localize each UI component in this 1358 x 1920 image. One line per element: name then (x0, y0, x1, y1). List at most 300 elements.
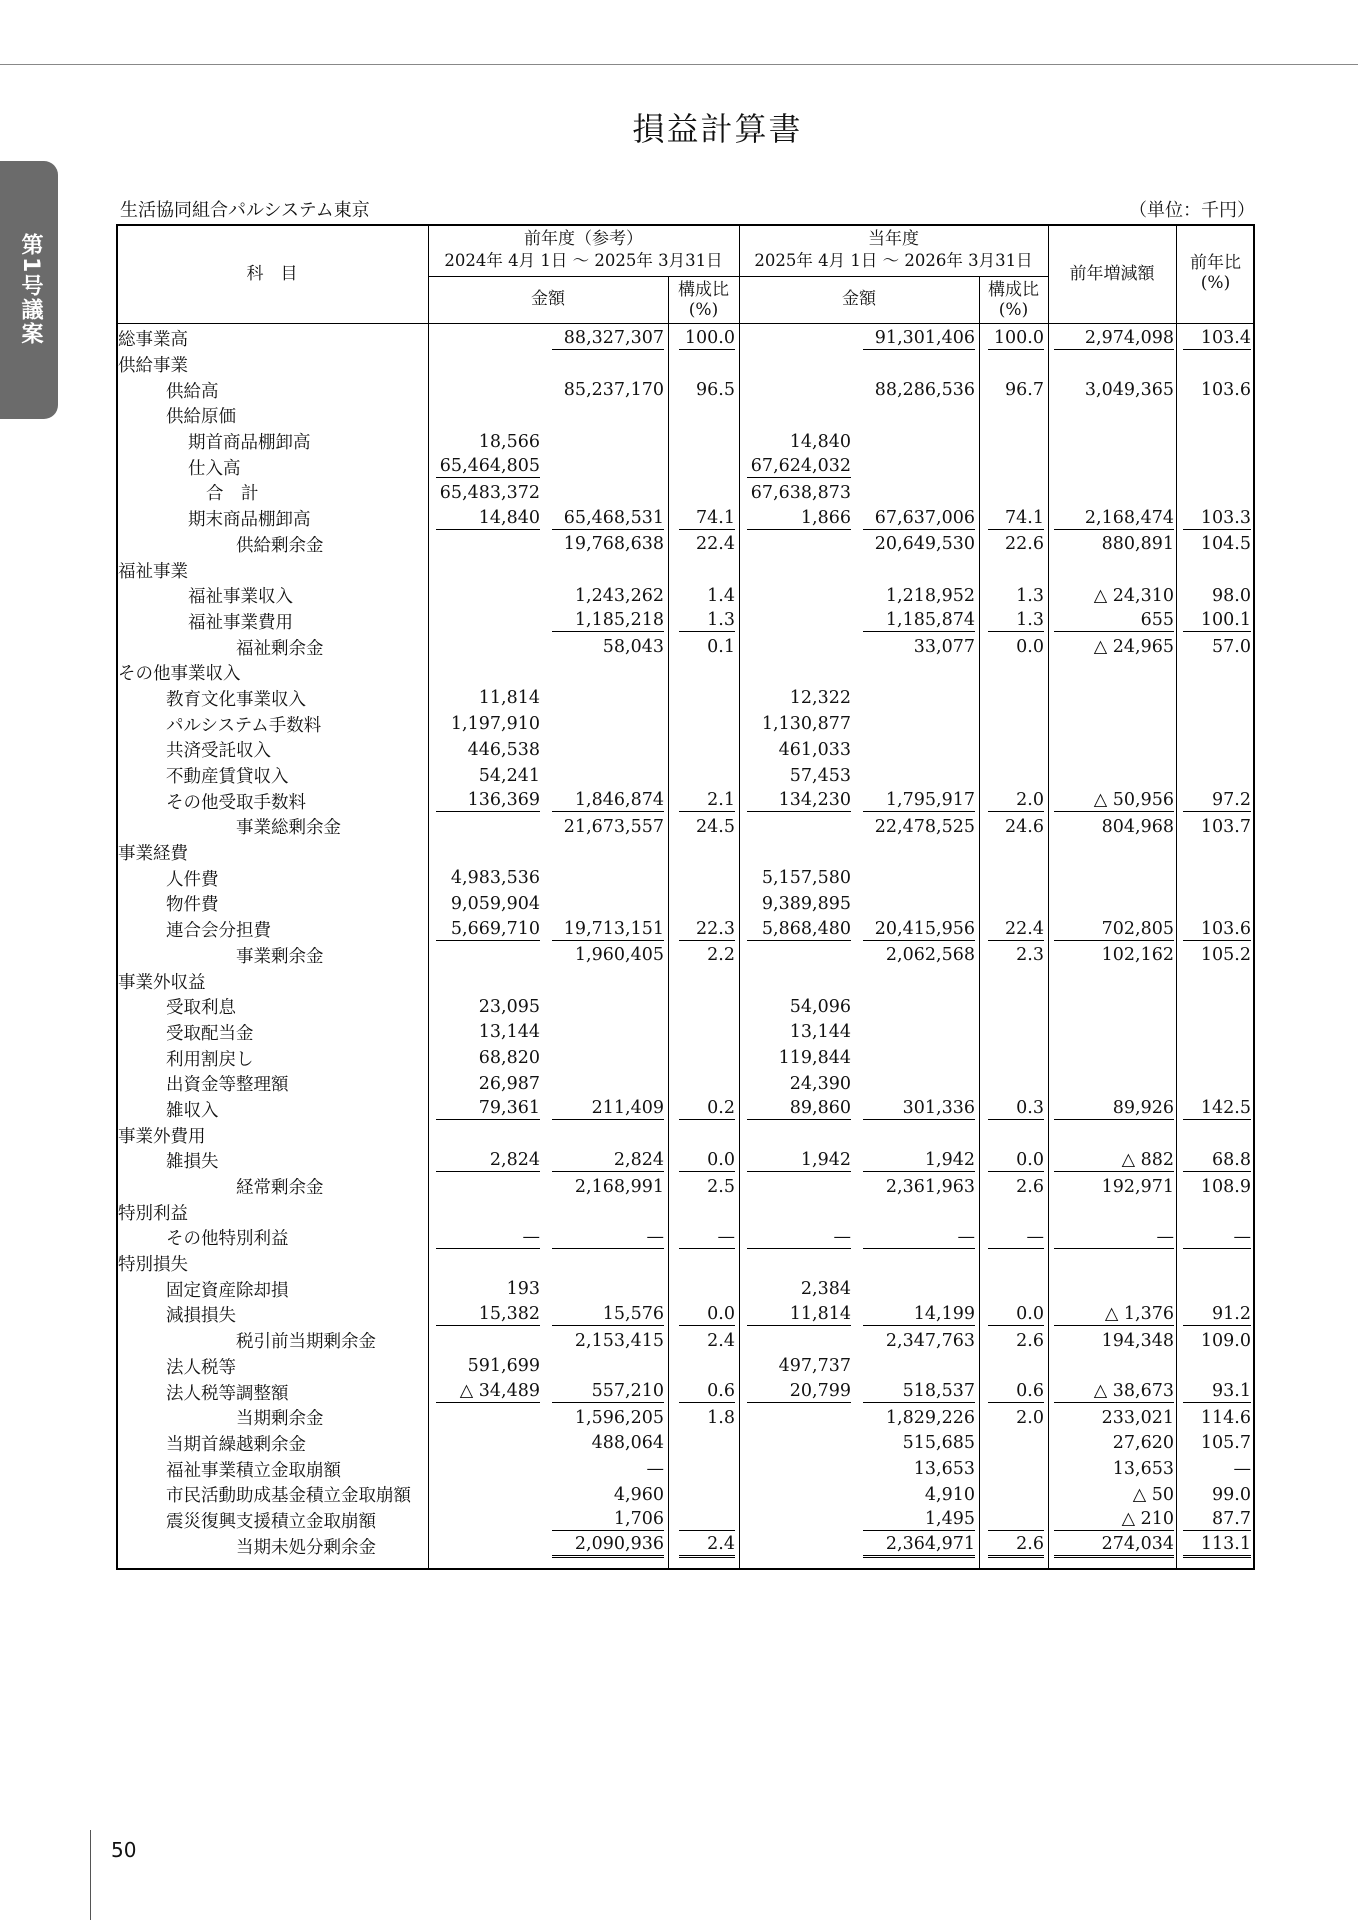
cell-value (1054, 432, 1174, 452)
prev-amount-cell (548, 1456, 668, 1482)
cell-value: 1,185,218 (552, 610, 664, 632)
curr-subtotal-cell (739, 1328, 859, 1354)
cell-value (436, 329, 540, 349)
curr-ratio-cell (979, 1354, 1048, 1380)
cell-value (679, 663, 735, 683)
cell-value: 2,824 (436, 1150, 540, 1172)
cell-value (863, 766, 975, 786)
cell-value (1183, 1074, 1251, 1094)
curr-amount-cell (859, 1302, 979, 1328)
cell-value: 2.6 (988, 1534, 1044, 1558)
curr-amount-cell (859, 326, 979, 352)
cell-value (863, 432, 975, 452)
cell-value: △ 24,965 (1093, 637, 1174, 658)
cell-value (679, 1509, 735, 1531)
cell-value (988, 843, 1044, 863)
row-label: 利用割戻し (166, 1049, 254, 1070)
prev-subtotal-cell (428, 660, 548, 686)
cell-value: — (747, 1227, 851, 1249)
table-row (118, 865, 1253, 891)
cell-value (1183, 432, 1251, 452)
header-prev-amount: 金額 (531, 289, 565, 309)
yoy-cell (1176, 1405, 1253, 1431)
cell-value (988, 1048, 1044, 1068)
cell-value (988, 1356, 1044, 1376)
row-label: 供給高 (166, 381, 219, 402)
prev-amount-cell (548, 1225, 668, 1251)
cell-value: 68.8 (1183, 1150, 1251, 1172)
cell-value (679, 1202, 735, 1222)
curr-ratio-cell (979, 506, 1048, 532)
cell-value (436, 586, 540, 606)
table-row (118, 1020, 1253, 1046)
curr-amount-cell (859, 506, 979, 532)
cell-value: 22.3 (679, 919, 735, 941)
header-subject: 科 目 (246, 264, 298, 284)
cell-value (747, 1433, 851, 1453)
yoy-cell (1176, 711, 1253, 737)
cell-value: — (436, 1227, 540, 1249)
cell-value: 1.8 (707, 1407, 735, 1428)
table-row (118, 377, 1253, 403)
cell-value (988, 894, 1044, 914)
curr-subtotal-cell (739, 891, 859, 917)
change-cell (1048, 1199, 1176, 1225)
prev-ratio-cell (668, 737, 739, 763)
cell-value: 96.7 (1005, 380, 1044, 401)
cell-value (988, 1022, 1044, 1042)
table-row (118, 1533, 1253, 1559)
prev-amount-cell (548, 454, 668, 480)
prev-subtotal-cell (428, 1379, 548, 1405)
cell-value (1183, 997, 1251, 1017)
cell-value: 23,095 (478, 996, 540, 1017)
yoy-cell (1176, 840, 1253, 866)
change-cell (1048, 763, 1176, 789)
yoy-cell (1176, 1122, 1253, 1148)
cell-value: 0.2 (679, 1098, 735, 1120)
yoy-cell (1176, 968, 1253, 994)
change-cell (1048, 840, 1176, 866)
table-row (118, 583, 1253, 609)
cell-value (679, 997, 735, 1017)
cell-value (1054, 1048, 1174, 1068)
cell-value (863, 997, 975, 1017)
curr-subtotal-cell (739, 660, 859, 686)
cell-value (679, 714, 735, 734)
cell-value: 2.4 (707, 1330, 735, 1351)
cell-value: 102,162 (1101, 945, 1174, 966)
cell-value: 67,638,873 (750, 482, 851, 503)
curr-subtotal-cell (739, 1122, 859, 1148)
cell-value: 14,199 (863, 1304, 975, 1326)
yoy-cell (1176, 583, 1253, 609)
curr-amount-cell (859, 1328, 979, 1354)
cell-value: △ 24,310 (1093, 585, 1174, 606)
cell-value (747, 1408, 851, 1428)
prev-subtotal-cell (428, 1431, 548, 1457)
cell-value: 2.4 (679, 1534, 735, 1558)
cell-value: 4,960 (613, 1484, 664, 1505)
curr-ratio-cell (979, 1122, 1048, 1148)
cell-value (679, 868, 735, 888)
cell-value (552, 1356, 664, 1376)
cell-value (1054, 997, 1174, 1017)
change-cell (1048, 352, 1176, 378)
table-row (118, 1302, 1253, 1328)
prev-subtotal-cell (428, 1456, 548, 1482)
cell-value: 2,062,568 (885, 945, 975, 966)
cell-value: 74.1 (988, 508, 1044, 530)
header-yoy: 前年比 (%) (1190, 253, 1241, 293)
change-cell (1048, 1122, 1176, 1148)
prev-ratio-cell (668, 1225, 739, 1251)
cell-value (988, 997, 1044, 1017)
cell-value: 88,286,536 (874, 380, 975, 401)
curr-subtotal-cell (739, 763, 859, 789)
cell-value (679, 432, 735, 452)
cell-value: 0.1 (707, 637, 735, 658)
cell-value: 0.3 (988, 1098, 1044, 1120)
cell-value (863, 714, 975, 734)
cell-value (863, 483, 975, 503)
table-row (118, 1251, 1253, 1277)
row-label: 仕入高 (188, 458, 241, 479)
cell-value: — (646, 1459, 664, 1480)
cell-value: 1,706 (552, 1509, 664, 1531)
change-cell (1048, 737, 1176, 763)
curr-subtotal-cell (739, 583, 859, 609)
change-cell (1048, 1071, 1176, 1097)
cell-value: 1,942 (863, 1150, 975, 1172)
cell-value (679, 1074, 735, 1094)
change-cell (1048, 1379, 1176, 1405)
curr-subtotal-cell (739, 326, 859, 352)
curr-amount-cell (859, 1354, 979, 1380)
prev-ratio-cell (668, 865, 739, 891)
cell-value (988, 1485, 1044, 1505)
cell-value (552, 1279, 664, 1299)
curr-subtotal-cell (739, 352, 859, 378)
change-cell (1048, 1276, 1176, 1302)
change-cell (1048, 788, 1176, 814)
yoy-cell (1176, 377, 1253, 403)
table-row (118, 454, 1253, 480)
statement-body (118, 326, 1253, 1559)
cell-value (552, 355, 664, 375)
change-cell (1048, 429, 1176, 455)
table-row (118, 660, 1253, 686)
cell-value: 22.6 (1005, 534, 1044, 555)
cell-value (552, 406, 664, 426)
table-row (118, 1431, 1253, 1457)
cell-value (988, 868, 1044, 888)
table-row (118, 840, 1253, 866)
yoy-cell (1176, 326, 1253, 352)
prev-ratio-cell (668, 429, 739, 455)
curr-subtotal-cell (739, 1431, 859, 1457)
prev-ratio-cell (668, 403, 739, 429)
prev-subtotal-cell (428, 403, 548, 429)
cell-value: 2,153,415 (574, 1330, 664, 1351)
cell-value (988, 457, 1044, 477)
cell-value: 804,968 (1101, 816, 1174, 837)
cell-value (552, 1202, 664, 1222)
row-label: 雑収入 (166, 1100, 219, 1121)
curr-amount-cell (859, 1045, 979, 1071)
cell-value (679, 560, 735, 580)
prev-amount-cell (548, 994, 668, 1020)
cell-value: 21,673,557 (563, 816, 664, 837)
cell-value: 20,415,956 (863, 919, 975, 941)
yoy-cell (1176, 1199, 1253, 1225)
cell-value: 85,237,170 (563, 380, 664, 401)
organization-name: 生活協同組合パルシステム東京 (120, 200, 370, 221)
cell-value (552, 1074, 664, 1094)
curr-amount-cell (859, 532, 979, 558)
curr-ratio-cell (979, 532, 1048, 558)
curr-subtotal-cell (739, 1405, 859, 1431)
cell-value (863, 868, 975, 888)
cell-value: 1,829,226 (885, 1407, 975, 1428)
cell-value: 2,168,991 (574, 1176, 664, 1197)
yoy-cell (1176, 917, 1253, 943)
cell-value (988, 971, 1044, 991)
cell-value (552, 663, 664, 683)
yoy-cell (1176, 865, 1253, 891)
curr-subtotal-cell (739, 557, 859, 583)
curr-amount-cell (859, 788, 979, 814)
change-cell (1048, 377, 1176, 403)
row-label: 総事業高 (118, 330, 188, 351)
curr-ratio-cell (979, 840, 1048, 866)
cell-value (988, 1279, 1044, 1299)
cell-value: 96.5 (696, 380, 735, 401)
cell-value (679, 1459, 735, 1479)
curr-ratio-cell (979, 1508, 1048, 1534)
cell-value: 2.0 (988, 790, 1044, 812)
cell-value (1183, 971, 1251, 991)
cell-value (436, 1125, 540, 1145)
prev-ratio-cell (668, 968, 739, 994)
curr-amount-cell (859, 840, 979, 866)
curr-ratio-cell (979, 1097, 1048, 1123)
cell-value: 22.4 (696, 534, 735, 555)
change-cell (1048, 686, 1176, 712)
cell-value (552, 868, 664, 888)
curr-subtotal-cell (739, 1482, 859, 1508)
cell-value: 22.4 (988, 919, 1044, 941)
cell-value: 27,620 (1112, 1433, 1174, 1454)
yoy-cell (1176, 532, 1253, 558)
cell-value (436, 1433, 540, 1453)
prev-subtotal-cell (428, 480, 548, 506)
yoy-cell (1176, 763, 1253, 789)
cell-value: 113.1 (1183, 1534, 1251, 1558)
yoy-cell (1176, 994, 1253, 1020)
cell-value: 1,846,874 (552, 790, 664, 812)
prev-subtotal-cell (428, 1225, 548, 1251)
cell-value: 119,844 (778, 1048, 851, 1069)
cell-value: 2,384 (800, 1279, 851, 1300)
cell-value (436, 663, 540, 683)
table-row (118, 891, 1253, 917)
curr-ratio-cell (979, 1071, 1048, 1097)
cell-value (552, 1022, 664, 1042)
prev-amount-cell (548, 1405, 668, 1431)
change-cell (1048, 634, 1176, 660)
prev-amount-cell (548, 763, 668, 789)
prev-ratio-cell (668, 1533, 739, 1559)
cell-value (679, 740, 735, 760)
curr-subtotal-cell (739, 1225, 859, 1251)
cell-value (436, 1408, 540, 1428)
curr-subtotal-cell (739, 917, 859, 943)
prev-subtotal-cell (428, 1097, 548, 1123)
table-row (118, 686, 1253, 712)
curr-amount-cell (859, 634, 979, 660)
prev-ratio-cell (668, 480, 739, 506)
row-label: 震災復興支援積立金取崩額 (166, 1511, 376, 1532)
yoy-cell (1176, 660, 1253, 686)
prev-ratio-cell (668, 1174, 739, 1200)
prev-amount-cell (548, 506, 668, 532)
cell-value (552, 740, 664, 760)
row-label: 合 計 (206, 484, 259, 505)
cell-value (747, 1459, 851, 1479)
yoy-cell (1176, 737, 1253, 763)
row-label: 税引前当期剰余金 (236, 1332, 376, 1353)
cell-value: 67,637,006 (863, 508, 975, 530)
prev-amount-cell (548, 1482, 668, 1508)
curr-amount-cell (859, 660, 979, 686)
table-row (118, 403, 1253, 429)
prev-ratio-cell (668, 377, 739, 403)
prev-amount-cell (548, 1302, 668, 1328)
prev-amount-cell (548, 1020, 668, 1046)
cell-value (436, 534, 540, 554)
header-prev-ratio: 構成比 (%) (678, 280, 729, 320)
cell-value (552, 1254, 664, 1274)
cell-value: 1,942 (747, 1150, 851, 1172)
prev-amount-cell (548, 737, 668, 763)
prev-subtotal-cell (428, 557, 548, 583)
cell-value (436, 1510, 540, 1530)
curr-subtotal-cell (739, 737, 859, 763)
cell-value: 193 (506, 1279, 540, 1300)
prev-amount-cell (548, 1276, 668, 1302)
table-row (118, 1354, 1253, 1380)
cell-value (1054, 663, 1174, 683)
page-number: 50 (111, 1838, 137, 1862)
prev-amount-cell (548, 711, 668, 737)
cell-value (1183, 1356, 1251, 1376)
cell-value: 89,860 (747, 1098, 851, 1120)
cell-value: 702,805 (1054, 919, 1174, 941)
yoy-cell (1176, 1251, 1253, 1277)
change-cell (1048, 814, 1176, 840)
row-label: 当期未処分剰余金 (236, 1537, 376, 1558)
cell-value (1183, 766, 1251, 786)
curr-amount-cell (859, 1405, 979, 1431)
cell-value (747, 380, 851, 400)
change-cell (1048, 994, 1176, 1020)
yoy-cell (1176, 352, 1253, 378)
curr-subtotal-cell (739, 1276, 859, 1302)
row-label: 供給事業 (118, 356, 188, 377)
prev-amount-cell (548, 1071, 668, 1097)
table-row (118, 326, 1253, 352)
prev-ratio-cell (668, 1071, 739, 1097)
curr-amount-cell (859, 1508, 979, 1534)
cell-value (747, 1536, 851, 1556)
change-cell (1048, 1251, 1176, 1277)
curr-ratio-cell (979, 1482, 1048, 1508)
change-cell (1048, 891, 1176, 917)
cell-value (747, 1202, 851, 1222)
prev-ratio-cell (668, 1148, 739, 1174)
curr-subtotal-cell (739, 1148, 859, 1174)
cell-value: 518,537 (863, 1381, 975, 1403)
prev-amount-cell (548, 377, 668, 403)
curr-ratio-cell (979, 609, 1048, 635)
cell-value (679, 483, 735, 503)
cell-value: 192,971 (1101, 1176, 1174, 1197)
curr-subtotal-cell (739, 429, 859, 455)
table-row (118, 917, 1253, 943)
cell-value: — (1183, 1227, 1251, 1249)
cell-value (1183, 1202, 1251, 1222)
cell-value: 24.5 (696, 816, 735, 837)
cell-value (679, 1485, 735, 1505)
header-prev-period: 2024年 4月 1日 ～ 2025年 3月31日 (444, 251, 723, 270)
curr-subtotal-cell (739, 1174, 859, 1200)
table-row (118, 1456, 1253, 1482)
cell-value (1183, 688, 1251, 708)
cell-value: 0.0 (988, 1304, 1044, 1326)
cell-value: 211,409 (552, 1098, 664, 1120)
table-row (118, 968, 1253, 994)
cell-value: 1,795,917 (863, 790, 975, 812)
cell-value: 98.0 (1212, 585, 1251, 606)
cell-value: 1,960,405 (574, 945, 664, 966)
cell-value: △ 1,376 (1054, 1304, 1174, 1326)
row-label: 経常剰余金 (236, 1178, 324, 1199)
row-label: 雑損失 (166, 1152, 219, 1173)
curr-amount-cell (859, 480, 979, 506)
cell-value (863, 1254, 975, 1274)
cell-value (863, 457, 975, 477)
row-label: 人件費 (166, 869, 219, 890)
header-curr-year: 当年度 (868, 229, 919, 249)
cell-value: 93.1 (1183, 1381, 1251, 1403)
header-bottom-rule (116, 323, 1255, 324)
cell-value: 15,382 (436, 1304, 540, 1326)
prev-ratio-cell (668, 1276, 739, 1302)
cell-value: 65,468,531 (552, 508, 664, 530)
yoy-cell (1176, 557, 1253, 583)
cell-value (436, 843, 540, 863)
row-label: 福祉事業積立金取崩額 (166, 1460, 341, 1481)
curr-amount-cell (859, 686, 979, 712)
table-row (118, 1328, 1253, 1354)
yoy-cell (1176, 634, 1253, 660)
curr-ratio-cell (979, 891, 1048, 917)
cell-value: 446,538 (467, 739, 540, 760)
cell-value: — (863, 1227, 975, 1249)
cell-value: 2,824 (552, 1150, 664, 1172)
yoy-cell (1176, 1097, 1253, 1123)
